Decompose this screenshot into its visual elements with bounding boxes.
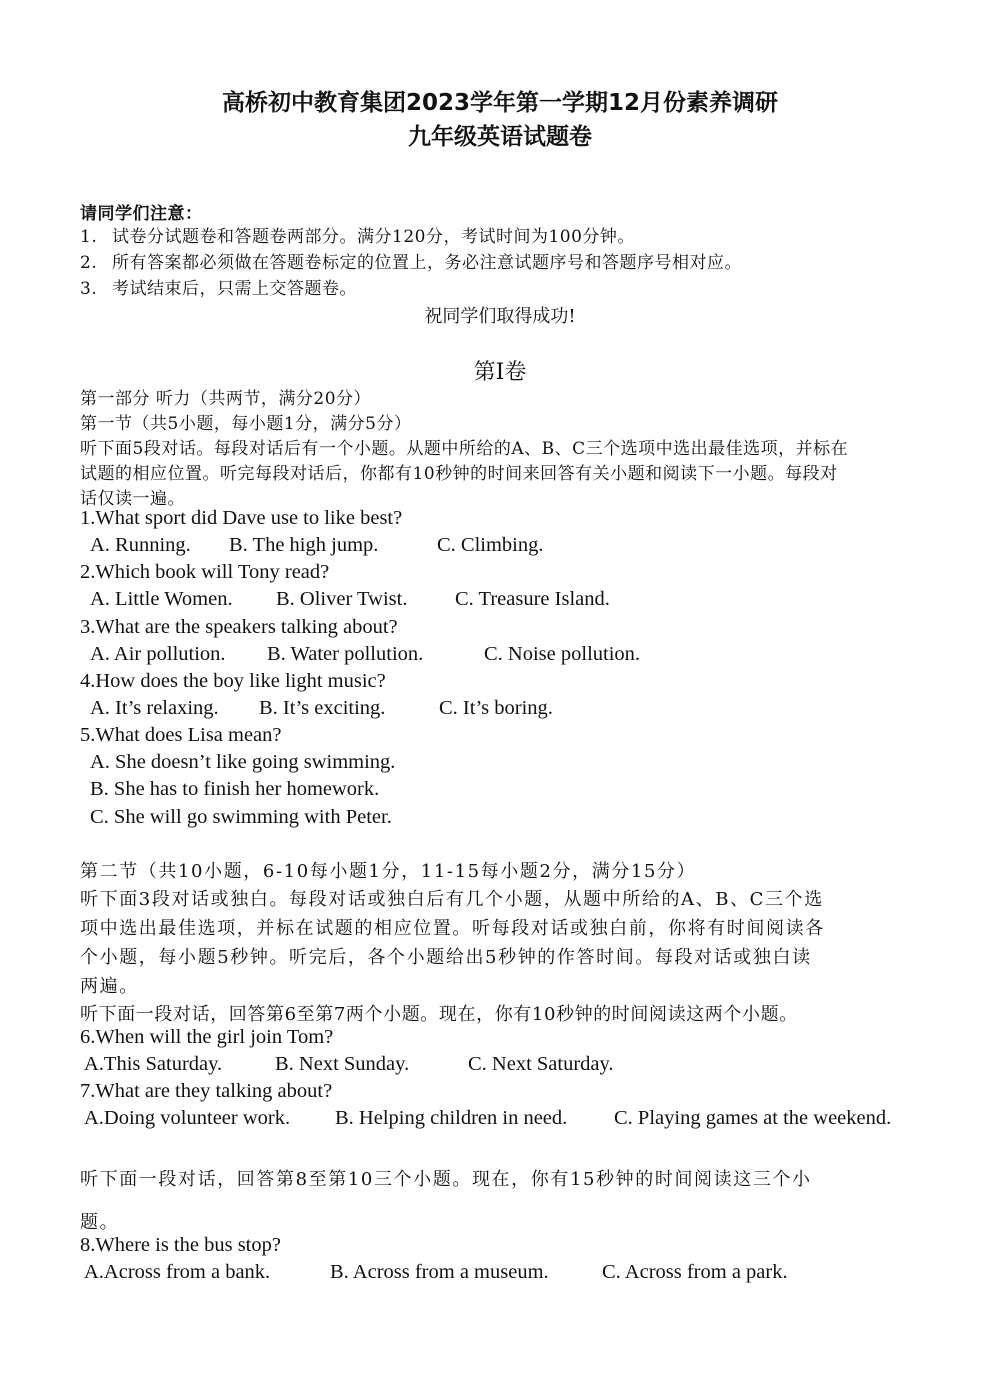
question-4-option-c: C. It’s boring. xyxy=(439,697,553,719)
question-1-stem: 1.What sport did Dave use to like best? xyxy=(80,507,403,529)
notice-item xyxy=(80,274,357,299)
question-8-option-c: C. Across from a park. xyxy=(602,1261,788,1283)
section2-instructions-line: 项中选出最佳选项，并标在试题的相应位置。听每段对话或独白前，你将有时间阅读各 xyxy=(80,918,825,939)
wish-text: 祝同学们取得成功! xyxy=(424,306,576,327)
question-5-option-a: A. She doesn’t like going swimming. xyxy=(90,751,396,773)
exam-title-line1: 高桥初中教育集团2023学年第一学期12月份素养调研 xyxy=(221,90,779,116)
question-2-stem: 2.Which book will Tony read? xyxy=(80,561,330,583)
question-7-option-b: B. Helping children in need. xyxy=(335,1107,568,1129)
question-5-option-c: C. She will go swimming with Peter. xyxy=(90,806,392,828)
notice-item-number: 3. xyxy=(80,279,98,299)
dialog2-intro-line: 题。 xyxy=(80,1212,120,1233)
part1-heading: 第一部分 听力（共两节，满分20分） xyxy=(80,389,372,409)
section1-instructions-line: 试题的相应位置。听完每段对话后，你都有10秒钟的时间来回答有关小题和阅读下一小题。每段对 xyxy=(80,464,838,484)
question-3-stem: 3.What are the speakers talking about? xyxy=(80,616,398,638)
question-6-option-b: B. Next Sunday. xyxy=(275,1053,410,1075)
question-1-option-b: B. The high jump. xyxy=(229,534,379,556)
notice-heading: 请同学们注意： xyxy=(80,204,203,224)
notice-item-number: 2. xyxy=(80,253,98,273)
question-6-stem: 6.When will the girl join Tom? xyxy=(80,1026,334,1048)
notice-item xyxy=(80,222,635,247)
dialog1-intro: 听下面一段对话，回答第6至第7两个小题。现在，你有10秒钟的时间阅读这两个小题。 xyxy=(80,1004,798,1025)
section2-instructions-line: 两遍。 xyxy=(80,976,139,997)
question-5-option-b: B. She has to finish her homework. xyxy=(90,778,380,800)
question-2-option-c: C. Treasure Island. xyxy=(455,588,610,610)
question-5-stem: 5.What does Lisa mean? xyxy=(80,724,282,746)
notice-item-text: 所有答案都必须做在答题卷标定的位置上，务必注意试题序号和答题序号相对应。 xyxy=(112,253,742,273)
question-6-option-a: A.This Saturday. xyxy=(84,1053,223,1075)
question-1-option-a: A. Running. xyxy=(90,534,191,556)
question-1-option-c: C. Climbing. xyxy=(437,534,544,556)
question-3-option-a: A. Air pollution. xyxy=(90,643,226,665)
question-4-option-b: B. It’s exciting. xyxy=(259,697,386,719)
question-7-stem: 7.What are they talking about? xyxy=(80,1080,333,1102)
question-4-stem: 4.How does the boy like light music? xyxy=(80,670,386,692)
section2-instructions-line: 听下面3段对话或独白。每段对话或独白后有几个小题，从题中所给的A、B、C三个选 xyxy=(80,889,824,910)
notice-item xyxy=(80,248,742,273)
question-4-option-a: A. It’s relaxing. xyxy=(90,697,219,719)
section2-heading: 第二节（共10小题，6-10每小题1分，11-15每小题2分，满分15分） xyxy=(80,861,697,882)
notice-item-number: 1. xyxy=(80,227,98,247)
question-7-option-c: C. Playing games at the weekend. xyxy=(614,1107,892,1129)
question-8-option-a: A.Across from a bank. xyxy=(84,1261,271,1283)
section2-instructions-line: 个小题，每小题5秒钟。听完后，各个小题给出5秒钟的作答时间。每段对话或独白读 xyxy=(80,947,812,968)
notice-item-text: 考试结束后，只需上交答题卷。 xyxy=(112,279,357,299)
question-6-option-c: C. Next Saturday. xyxy=(468,1053,614,1075)
dialog2-intro-line: 听下面一段对话，回答第8至第10三个小题。现在，你有15秒钟的时间阅读这三个小 xyxy=(80,1169,812,1190)
question-2-option-a: A. Little Women. xyxy=(90,588,233,610)
section1-instructions-line: 话仅读一遍。 xyxy=(80,489,185,509)
exam-title-line2: 九年级英语试题卷 xyxy=(408,124,592,150)
question-3-option-c: C. Noise pollution. xyxy=(484,643,641,665)
question-8-option-b: B. Across from a museum. xyxy=(330,1261,549,1283)
section1-heading: 第一节（共5小题，每小题1分，满分5分） xyxy=(80,414,412,434)
question-8-stem: 8.Where is the bus stop? xyxy=(80,1234,281,1256)
question-3-option-b: B. Water pollution. xyxy=(267,643,424,665)
section1-instructions-line: 听下面5段对话。每段对话后有一个小题。从题中所给的A、B、C三个选项中选出最佳选项，并标在 xyxy=(80,439,849,459)
question-2-option-b: B. Oliver Twist. xyxy=(276,588,408,610)
notice-item-text: 试卷分试题卷和答题卷两部分。满分120分，考试时间为100分钟。 xyxy=(112,227,635,247)
volume-title: 第Ⅰ卷 xyxy=(473,360,527,385)
question-7-option-a: A.Doing volunteer work. xyxy=(84,1107,291,1129)
